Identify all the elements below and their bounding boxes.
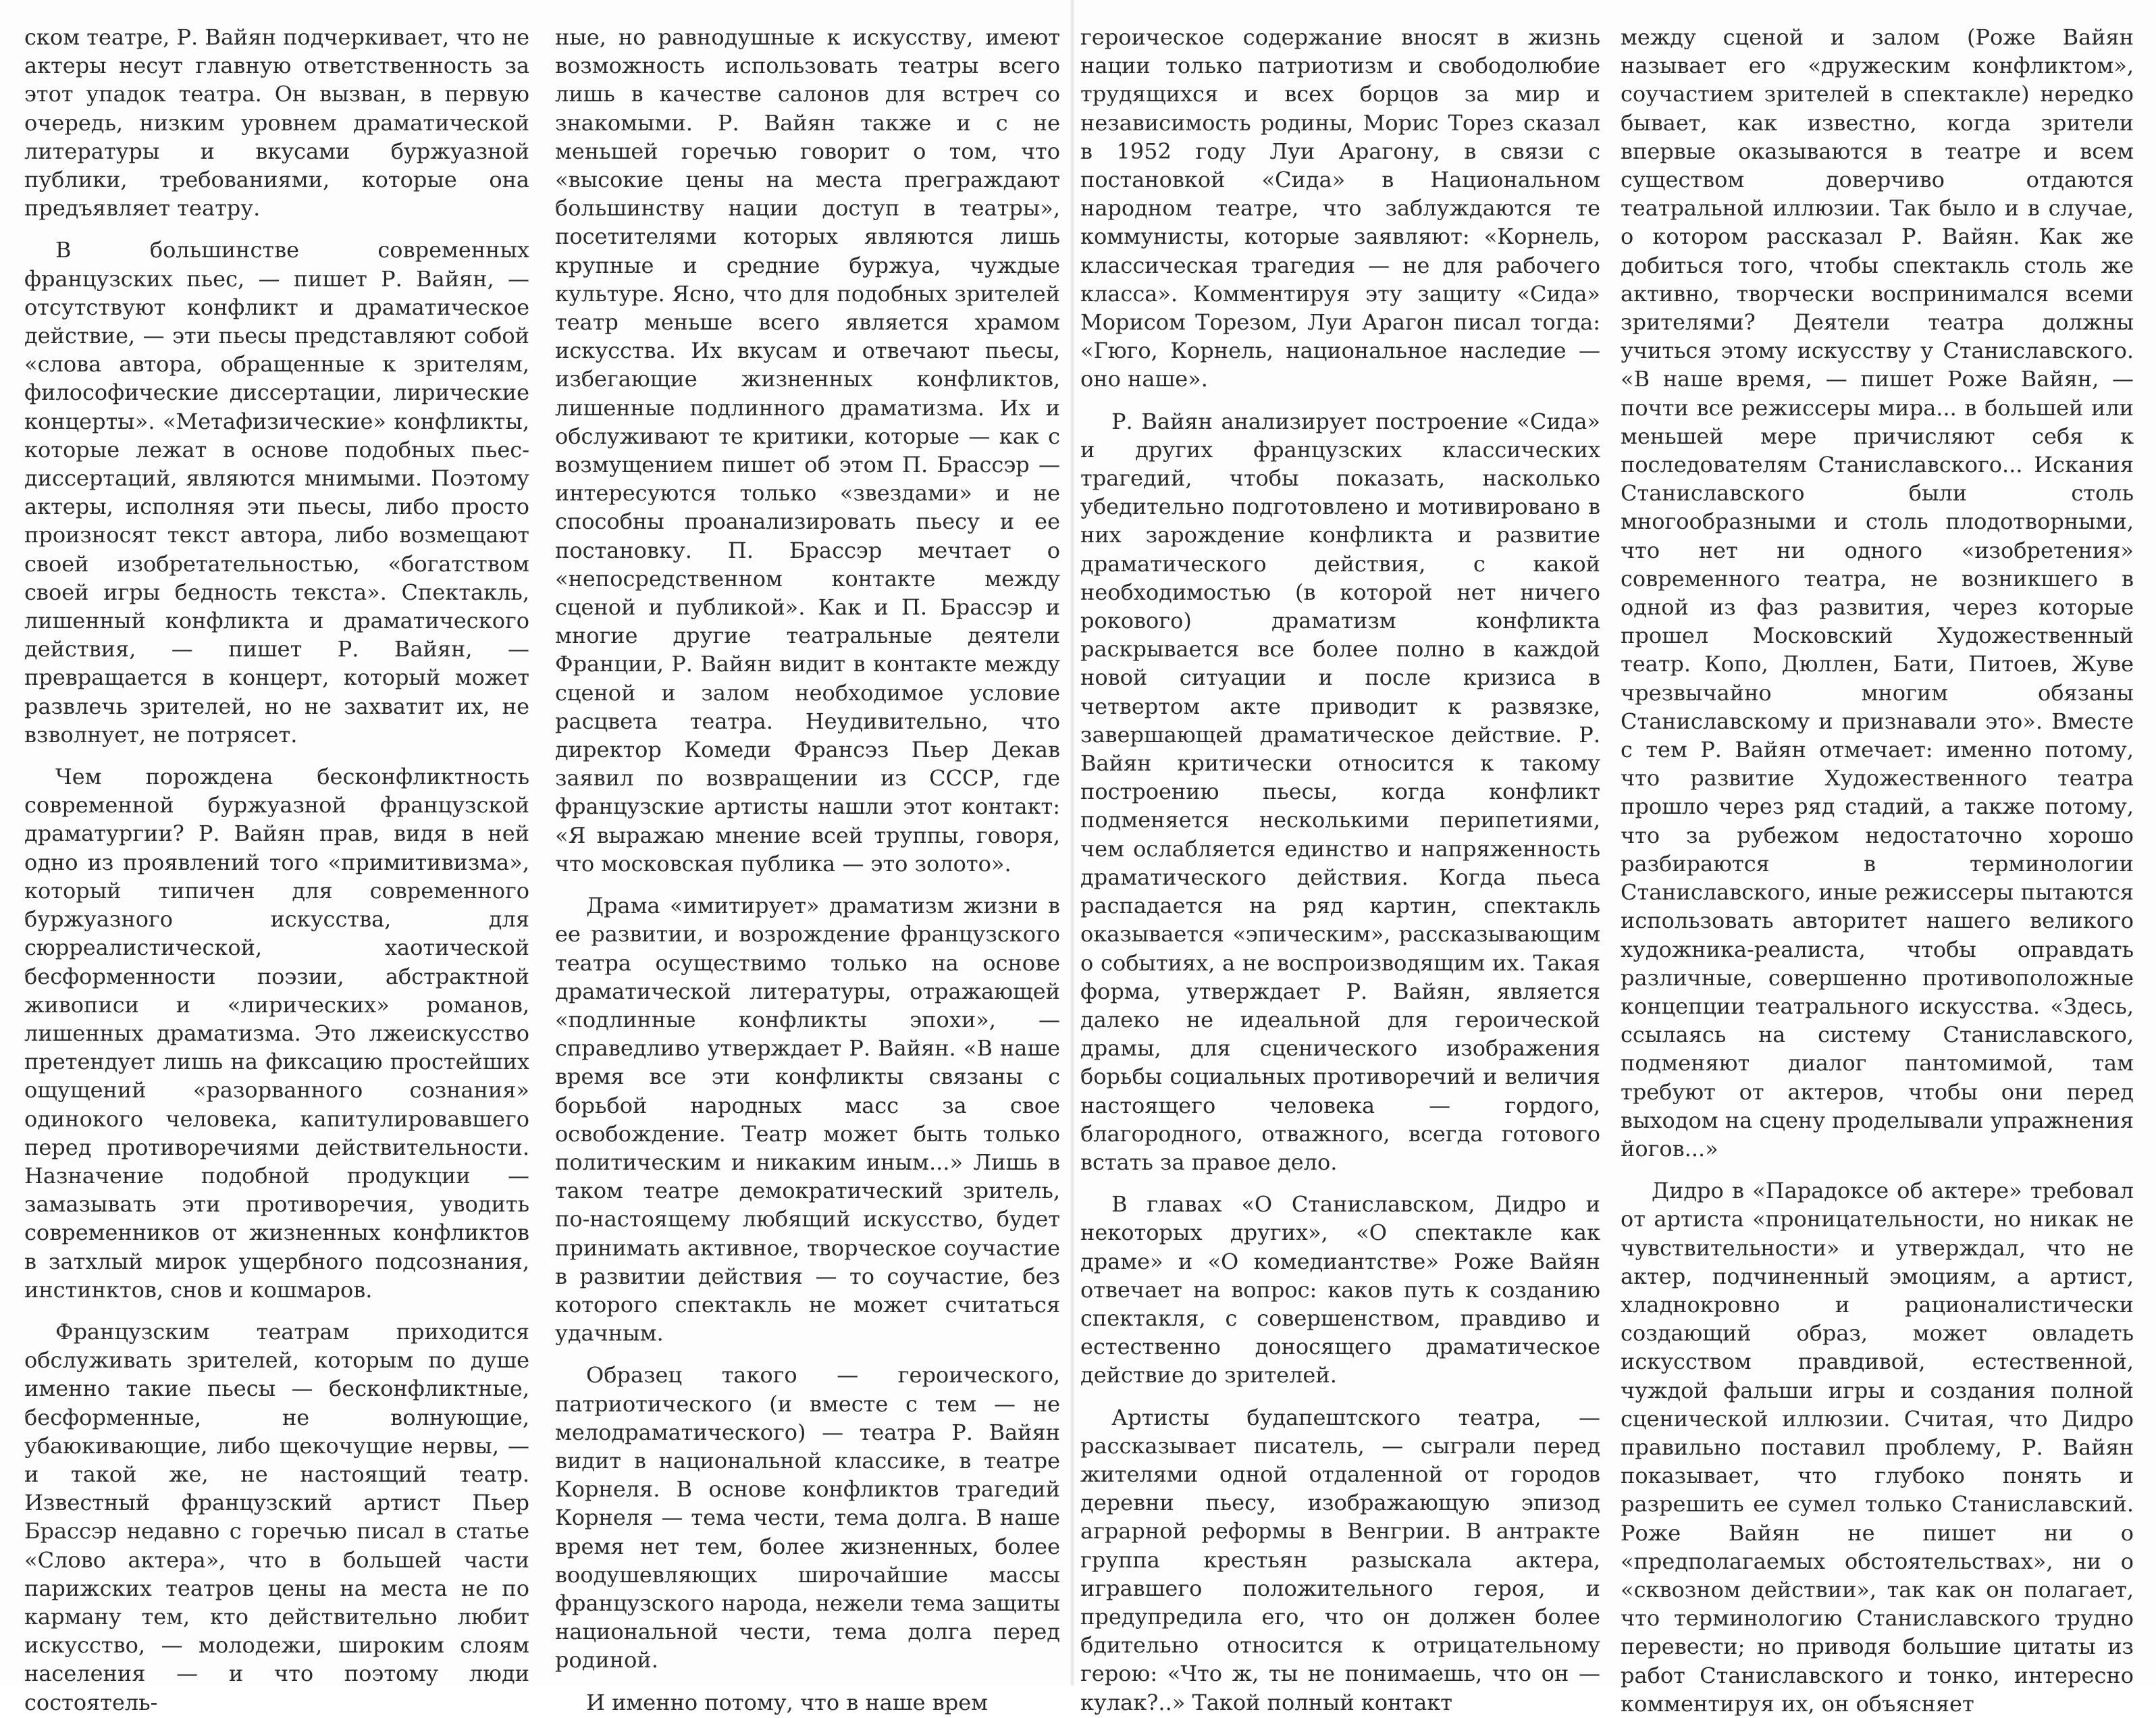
paragraph: Образец такого — героического, патриотического (и вместе с тем — не мелодраматического) — театра Р. Вайян видит в национальной классике, в театре Корнеля. В основе конфликтов трагедий Корнеля — тема чести, тема долга. В наше время нет тем, более жизненных, более воодушевляющих широчайшие массы французского народа, нежели тема защиты национальной чести, тема долга перед родиной. <box>555 1362 1060 1673</box>
page-fold <box>1070 0 1074 1686</box>
text-column-4 <box>1621 23 2134 1717</box>
paragraph: Чем порождена бесконфликтность современной буржуазной французской драматургии? Р. Вайян прав, видя в ней одно из проявлений того «примитивизма», который типичен для современного буржуазного искусства, для сюрреалистической, хаотической бесформенности поэзии, абстрактной живописи и «лирических» романов, лишенных драматизма. Это лжеискусство претендует лишь на фиксацию простейших ощущений «разорванного сознания» одинокого человека, капитулировавшего перед противоречиями действительности. Назначение подобной продукции — замазывать эти противоречия, уводить современников от жизненных конфликтов в затхлый мирок ущербного подсознания, инстинктов, снов и кошмаров. <box>24 764 529 1303</box>
paragraph: ные, но равнодушные к искусству, имеют возможность использовать театры всего лишь в качестве салонов для встреч со знакомыми. Р. Вайян также и с не меньшей горечью говорит о том, что «высокие цены на места преграждают большинству нации доступ в театры», посетителями которых являются лишь крупные и средние буржуа, чуждые культуре. Ясно, что для подобных зрителей театр меньше всего является храмом искусства. Их вкусам и отвечают пьесы, избегающие жизненных конфликтов, лишенные подлинного драматизма. Их и обслуживают те критики, которые — как с возмущением пишет об этом П. Брассэр — интересуются только «звездами» и не способны проанализировать пьесу и ее постановку. П. Брассэр мечтает о «непосредственном контакте между сценой и публикой». Как и П. Брассэр и многие другие театральные деятели Франции, Р. Вайян видит в контакте между сценой и залом необходимое условие расцвета театра. Неудивительно, что директор Комеди Франсэз Пьер Декав заявил по возвращении из СССР, где французские артисты нашли этот контакт: «Я выражаю мнение всей труппы, говоря, что московская публика — это золото». <box>555 24 1060 877</box>
paragraph: В большинстве современных французских пьес, — пишет Р. Вайян, — отсутствуют конфликт и драматическое действие, — эти пьесы представляют собой «слова автора, обращенные к зрителям, философические диссертации, лирические концерты». «Метафизические» конфликты, которые лежат в основе подобных пьес-диссертаций, являются мнимыми. Поэтому актеры, исполняя эти пьесы, либо просто произносят текст автора, либо возмещают своей изобретательностью, «богатством своей игры бедность текста». Спектакль, лишенный конфликта и драматического действия, — пишет Р. Вайян, — превращается в концерт, который может развлечь зрителей, но не захватит их, не взволнует, не потрясет. <box>24 237 529 748</box>
text-column-3 <box>1080 23 1600 1715</box>
paragraph: Драма «имитирует» драматизм жизни в ее развитии, и возрождение французского театра осуществимо только на основе драматической литературы, отражающей «подлинные конфликты эпохи», — справедливо утверждает Р. Вайян. «В наше время все эти конфликты связаны с борьбой народных масс за свое освобождение. Театр может быть только политическим и никаким иным...» Лишь в таком театре демократический зритель, по-настоящему любящий искусство, будет принимать активное, творческое соучастие в развитии действия — то соучастие, без которого спектакль не может считаться удачным. <box>555 893 1060 1347</box>
paragraph: между сценой и залом (Роже Вайян называет его «дружеским конфликтом», соучастием зрителей в спектакле) нередко бывает, как известно, когда зрители впервые оказываются в театре и всем существом доверчиво отдаются театральной иллюзии. Так было и в случае, о котором рассказал Р. Вайян. Как же добиться того, чтобы спектакль столь же активно, творчески воспринимался всеми зрителями? Деятели театра должны учиться этому искусству у Станиславского. «В наше время, — пишет Роже Вайян, — почти все режиссеры мира... в большей или меньшей мере причисляют себя к последователям Станиславского... Искания Станиславского были столь многообразными и столь плодотворными, что нет ни одного «изобретения» современного театра, не возникшего в одной из фаз развития, через которые прошел Московский Художественный театр. Копо, Дюллен, Бати, Питоев, Жуве чрезвычайно многим обязаны Станиславскому и признавали это». Вместе с тем Р. Вайян отмечает: именно потому, что развитие Художественного театра прошло через ряд стадий, а также потому, что за рубежом недостаточно хорошо разбираются в терминологии Станиславского, иные режиссеры пытаются использовать авторитет нашего великого художника-реалиста, чтобы оправдать различные, совершенно противоположные концепции театрального искусства. «Здесь, ссылаясь на систему Станиславского, подменяют диалог пантомимой, там требуют от актеров, чтобы они перед выходом на сцену проделывали упражнения йогов...» <box>1621 24 2134 1162</box>
paragraph: Р. Вайян анализирует построение «Сида» и других французских классических трагедий, чтобы показать, насколько убедительно подготовлено и мотивировано в них зарождение конфликта и развитие драматического действия, с какой необходимостью (в которой нет ничего рокового) драматизм конфликта раскрывается все более полно в каждой новой ситуации и после кризиса в четвертом акте приводит к развязке, завершающей драматическое действие. Р. Вайян критически относится к такому построению пьесы, когда конфликт подменяется несколькими перипетиями, чем ослабляется единство и напряженность драматического действия. Когда пьеса распадается на ряд картин, спектакль оказывается «эпическим», рассказывающим о событиях, а не воспроизводящим их. Такая форма, утверждает Р. Вайян, является далеко не идеальной для героической драмы, для сценического изображения борьбы социальных противоречий и величия настоящего человека — гордого, благородного, отважного, всегда готового встать за правое дело. <box>1080 408 1600 1175</box>
paragraph: В главах «О Станиславском, Дидро и некоторых других», «О спектакле как драме» и «О комедиантстве» Роже Вайян отвечает на вопрос: каков путь к созданию спектакля, с совершенством, правдиво и естественно доносящего драматическое действие до зрителей. <box>1080 1191 1600 1388</box>
paragraph: Артисты будапештского театра, — рассказывает писатель, — сыграли перед жителями одной отдаленной от городов деревни пьесу, изображающую эпизод аграрной реформы в Венгрии. В антракте группа крестьян разыскала актера, игравшего положительного героя, и предупредила его, что он должен более бдительно относится к отрицательному герою: «Что ж, ты не понимаешь, что он — кулак?..» Такой полный контакт <box>1080 1404 1600 1715</box>
paragraph: Дидро в «Парадоксе об актере» требовал от артиста «проницательности, но никак не чувствительности» и утверждал, что не актер, подчиненный эмоциям, а артист, хладнокровно и рационалистически создающий образ, может овладеть искусством правдивой, естественной, чуждой фальши игры и создания полной сценической иллюзии. Считая, что Дидро правильно поставил проблему, Р. Вайян показывает, что глубоко понять и разрешить ее сумел только Станиславский. Роже Вайян не пишет ни о «предполагаемых обстоятельствах», ни о «сквозном действии», так как он полагает, что терминологию Станиславского трудно перевести; но приводя большие цитаты из работ Станиславского и тонко, интересно комментируя их, он объясняет <box>1621 1178 2134 1717</box>
paragraph: И именно потому, что в наше врем <box>586 1689 989 1715</box>
text-column-1 <box>24 23 529 1715</box>
paragraph: ском театре, Р. Вайян подчеркивает, что не актеры несут главную ответственность за этот упадок театра. Он вызван, в первую очередь, низким уровнем драматической литературы и вкусами буржуазной публики, требованиями, которые она предъявляет театру. <box>24 24 529 222</box>
paragraph: героическое содержание вносят в жизнь нации только патриотизм и свободолюбие трудящихся и всех борцов за мир и независимость родины, Морис Торез сказал в 1952 году Луи Арагону, в связи с постановкой «Сида» в Национальном народном театре, что заблуждаются те коммунисты, которые заявляют: «Корнель, классическая трагедия — не для рабочего класса». Комментируя эту защиту «Сида» Морисом Торезом, Луи Арагон писал тогда: «Гюго, Корнель, национальное наследие — оно наше». <box>1080 24 1600 392</box>
text-column-2 <box>555 23 1060 1715</box>
paragraph: Французским театрам приходится обслуживать зрителей, которым по душе именно такие пьесы — бесконфликтные, бесформенные, не волнующие, убаюкивающие, либо щекочущие нервы, — и такой же, не настоящий театр. Известный французский артист Пьер Брассэр недавно с горечью писал в статье «Слово актера», что в большей части парижских театров цены на места не по карману тем, кто действительно любит искусство, — молодежи, широким слоям населения — и что поэтому люди состоятель- <box>24 1318 529 1715</box>
